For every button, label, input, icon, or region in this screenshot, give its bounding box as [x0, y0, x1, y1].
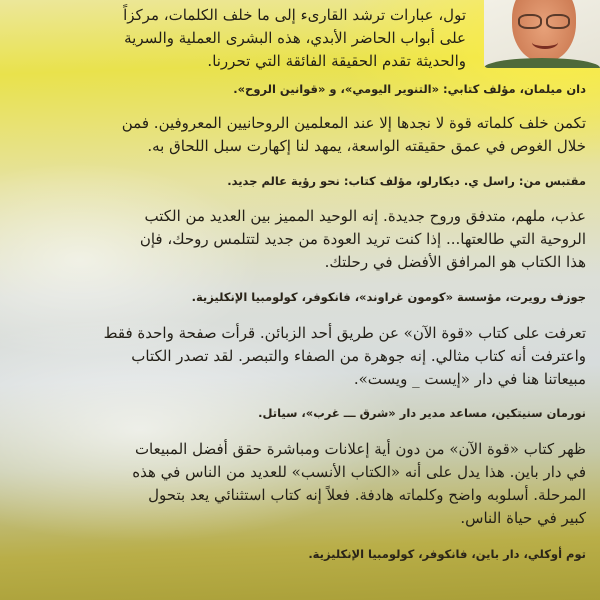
text-line: تعرفت على كتاب «قوة الآن» عن طريق أحد الزبائن. قرأت صفحة واحدة فقط [103, 324, 586, 342]
endorsement-text [14, 205, 586, 274]
text-line: الروحية التي طالعتها... إذا كنت تريد العودة من جديد لتتلمس روحك، فإن [139, 230, 586, 248]
text-line: المرحلة. أسلوبه واضح وكلماته هادفة. فعلاً إنه كتاب استثنائي يعد بتحول [148, 486, 586, 504]
text-line: تول، عبارات ترشد القارىء إلى ما خلف الكلمات، مركزاً [123, 6, 466, 24]
endorsement-2 [14, 112, 586, 158]
text-line: في دار باين. هذا يدل على أنه «الكتاب الأنسب» للعديد من الناس في هذه [132, 463, 586, 481]
text-line: كبير في حياة الناس. [460, 509, 586, 527]
glasses-icon [518, 14, 570, 26]
text-line: هذا الكتاب هو المرافق الأفضل في رحلتك. [324, 253, 586, 271]
endorsement-attribution: جوزف رويرت، مؤسسة «كومون غراوند»، فانكوفر، كولومبيا الإنكليزية. [191, 290, 586, 304]
endorsement-1 [14, 4, 466, 73]
author-photo [484, 0, 600, 68]
endorsement-5 [14, 438, 586, 530]
endorsement-attribution: نورمان سنيتكين، مساعد مدير دار «شرق ـــ غرب»، سياتل. [258, 406, 586, 420]
endorsement-text [14, 322, 586, 391]
text-line: والحديثة تقدم الحقيقة الفائقة التي تحررنا. [207, 52, 466, 70]
endorsement-attribution: توم أوكلي، دار باين، فانكوفر، كولومبيا الإنكليزية. [308, 547, 586, 561]
endorsement-text [14, 438, 586, 530]
endorsement-text [14, 112, 586, 158]
text-line: على أبواب الحاضر الأبدي، هذه البشرى العملية والسرية [124, 29, 466, 47]
endorsement-attribution: مقتبس من: راسل ي. ديكارلو، مؤلف كتاب: نحو رؤية عالم جديد. [227, 174, 586, 188]
endorsement-3 [14, 205, 586, 274]
shirt [484, 58, 600, 68]
text-line: تكمن خلف كلماته قوة لا نجدها إلا عند المعلمين الروحانيين المعروفين. فمن [121, 114, 586, 132]
author-face [512, 0, 576, 62]
text-line: عذب، ملهم، متدفق وروح جديدة. إنه الوحيد المميز بين العديد من الكتب [144, 207, 586, 225]
text-line: واعترفت أنه كتاب مثالي. إنه جوهرة من الصفاء والتبصر. لقد تصدر الكتاب [131, 347, 586, 365]
text-line: خلال الغوص في عمق حقيقته الواسعة، يمهد لنا إكهارت سبل اللحاق به. [147, 137, 586, 155]
smile [532, 36, 558, 49]
text-line: مبيعاتنا هنا في دار «إيست _ ويست». [353, 370, 586, 388]
endorsement-4 [14, 322, 586, 391]
endorsement-attribution: دان ميلمان، مؤلف كتابي: «التنوير اليومي»، و «قوانين الروح». [233, 82, 586, 96]
text-line: ظهر كتاب «قوة الآن» من دون أية إعلانات ومباشرة حقق أفضل المبيعات [134, 440, 586, 458]
endorsement-text [14, 4, 466, 73]
